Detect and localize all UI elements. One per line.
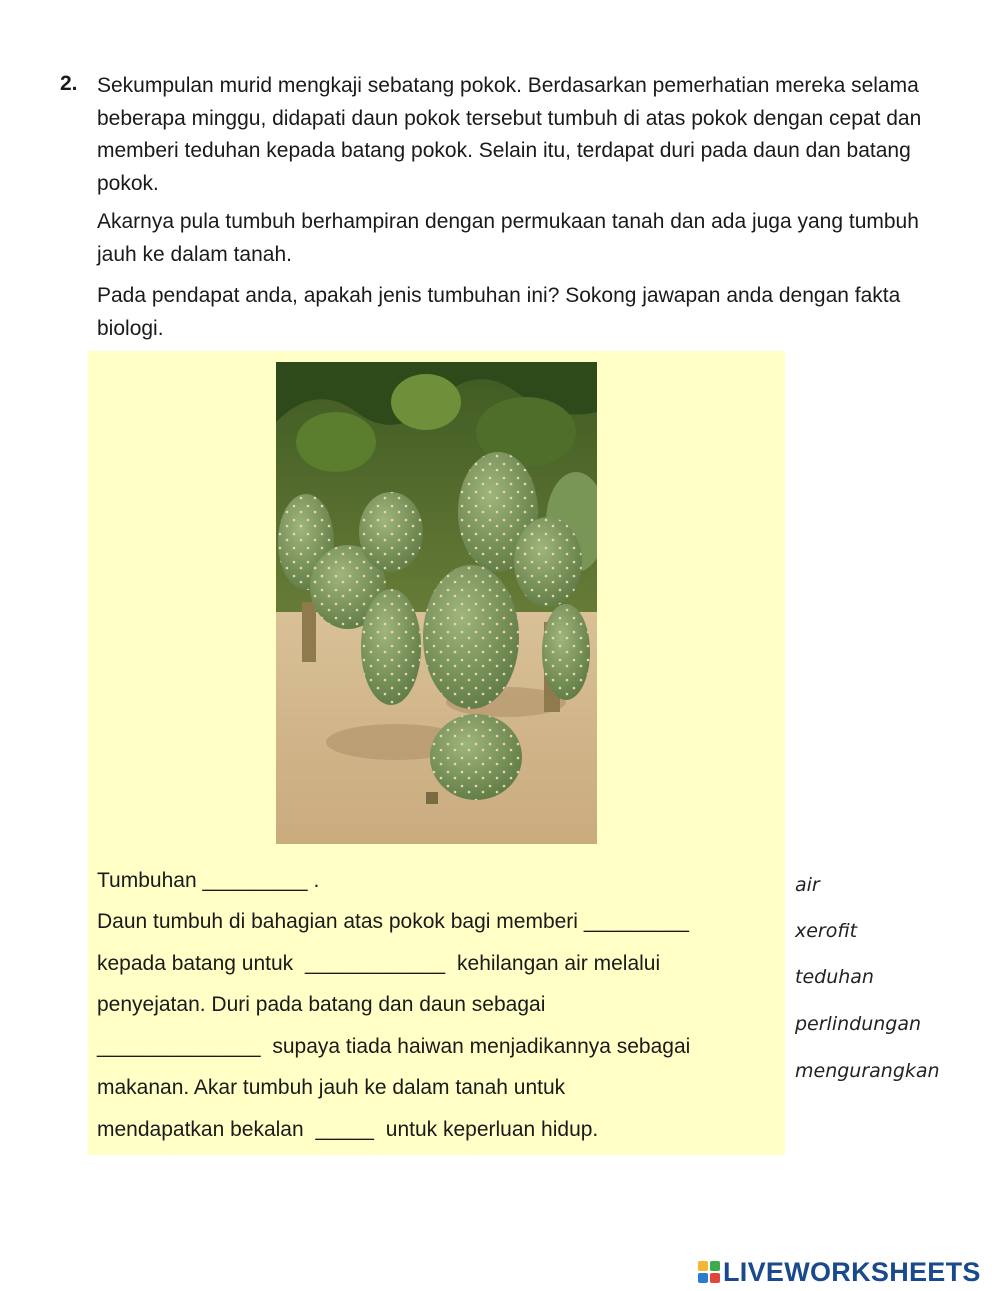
liveworksheets-icon: [698, 1261, 720, 1283]
answer-line-5: [97, 1032, 690, 1062]
answer-line-4: penyejatan. Duri pada batang dan daun sebagai: [97, 993, 546, 1016]
answer-text: untuk keperluan hidup.: [385, 1118, 599, 1141]
blank-5[interactable]: _____: [315, 1118, 374, 1141]
word-bank-item[interactable]: teduhan: [795, 966, 874, 988]
blank-3[interactable]: ____________: [305, 952, 446, 975]
answer-line-1: [97, 866, 319, 896]
question-paragraph-1: Sekumpulan murid mengkaji sebatang pokok. Berdasarkan pemerhatian mereka selama beberapa minggu, didapati daun pokok tersebut tumbuh di atas pokok dengan cepat dan memberi teduhan kepada batang pokok. Selain itu, terdapat duri pada daun dan batang pokok.: [97, 74, 922, 195]
answer-text: .: [313, 869, 320, 892]
answer-text: kepada batang untuk: [97, 952, 294, 975]
answer-line-6: makanan. Akar tumbuh jauh ke dalam tanah untuk: [97, 1076, 566, 1099]
blank-2[interactable]: _________: [583, 910, 689, 933]
question-number: 2.: [60, 72, 78, 95]
blank-1[interactable]: _________: [202, 869, 308, 892]
word-bank-item[interactable]: mengurangkan: [795, 1060, 940, 1082]
answer-text: Tumbuhan: [97, 869, 197, 892]
word-bank-item[interactable]: air: [795, 874, 820, 896]
answer-text: mendapatkan bekalan: [97, 1118, 304, 1141]
answer-text: kehilangan air melalui: [457, 952, 661, 975]
answer-line-2: [97, 907, 689, 937]
word-bank-item[interactable]: xerofit: [795, 920, 858, 942]
answer-line-3: [97, 949, 660, 979]
word-bank-item[interactable]: perlindungan: [795, 1013, 922, 1035]
answer-line-7: [97, 1115, 598, 1145]
cactus-photo: [276, 362, 597, 844]
question-paragraph-2: Akarnya pula tumbuh berhampiran dengan permukaan tanah dan ada juga yang tumbuh jauh ke dalam tanah.: [97, 210, 919, 266]
question-paragraph-3: Pada pendapat anda, apakah jenis tumbuhan ini? Sokong jawapan anda dengan fakta biologi.: [97, 284, 901, 340]
answer-text: supaya tiada haiwan menjadikannya sebagai: [272, 1035, 691, 1058]
blank-4[interactable]: ______________: [97, 1035, 261, 1058]
brand-text: LIVEWORKSHEETS: [723, 1256, 981, 1287]
liveworksheets-logo: [698, 1257, 981, 1287]
answer-text: Daun tumbuh di bahagian atas pokok bagi memberi: [97, 910, 578, 933]
